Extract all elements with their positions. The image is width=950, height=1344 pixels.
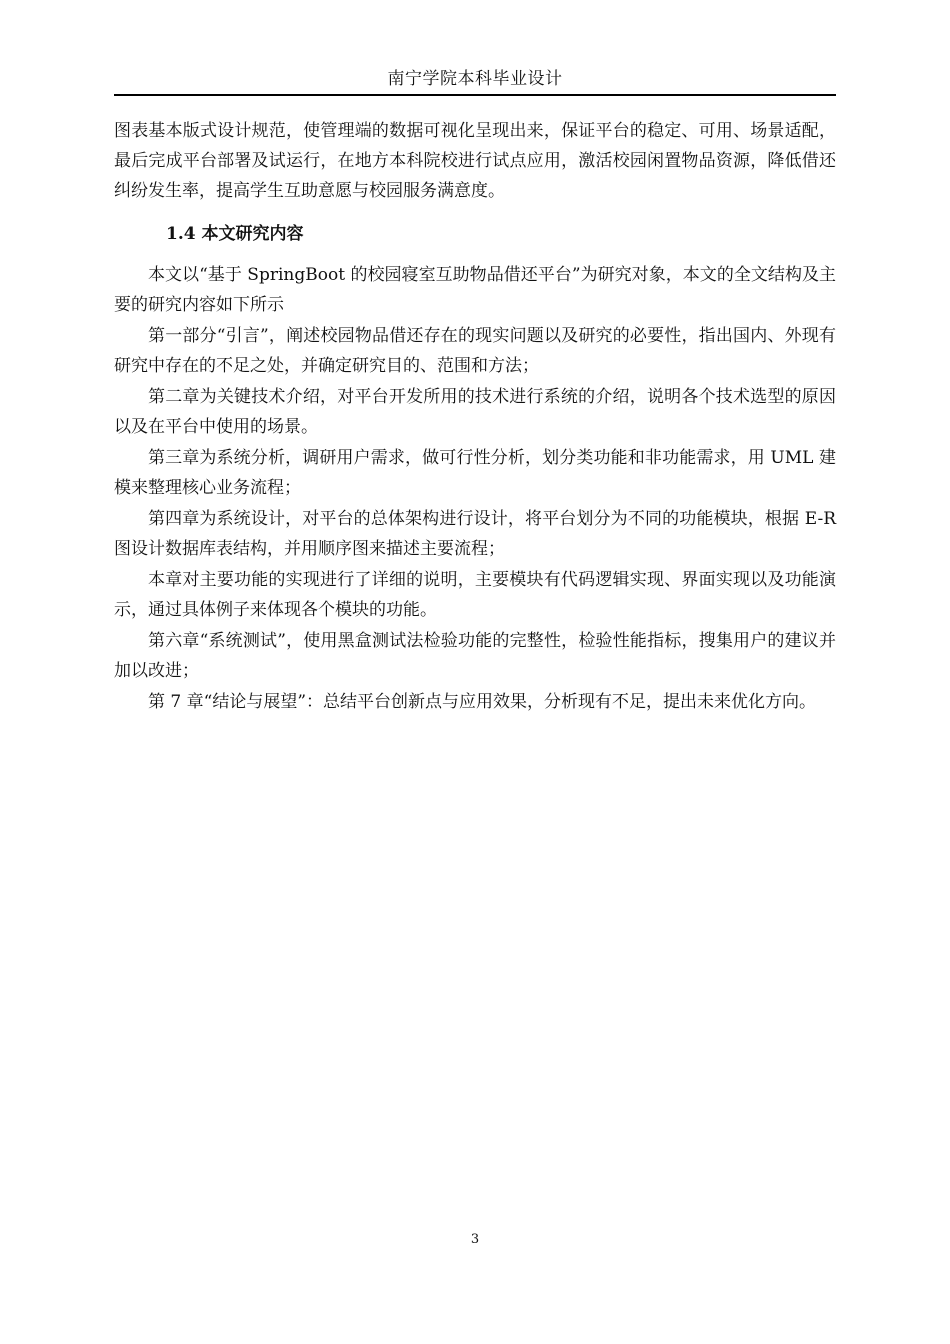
body-paragraph-intro: 本文以“基于 SpringBoot 的校园寝室互助物品借还平台”为研究对象，本文的全文结构及主要的研究内容如下所示	[114, 265, 836, 315]
body-paragraph-chapter-6: 第六章“系统测试”，使用黑盒测试法检验功能的完整性，检验性能指标，搜集用户的建议并加以改进；	[114, 631, 836, 681]
body-paragraph-chapter-4: 第四章为系统设计，对平台的总体架构进行设计，将平台划分为不同的功能模块，根据 E-R 图设计数据库表结构，并用顺序图来描述主要流程；	[114, 509, 836, 559]
body-paragraph-chapter-7: 第 7 章“结论与展望”：总结平台创新点与应用效果，分析现有不足，提出未来优化方向。	[148, 692, 817, 712]
body-paragraph-chapter-2: 第二章为关键技术介绍，对平台开发所用的技术进行系统的介绍，说明各个技术选型的原因以及在平台中使用的场景。	[114, 387, 836, 437]
page-number: 3	[470, 1232, 480, 1247]
section-heading: 1.4 本文研究内容	[166, 224, 304, 244]
page-content	[114, 116, 836, 718]
page-header	[114, 66, 836, 96]
body-paragraph-part-1: 第一部分“引言”，阐述校园物品借还存在的现实问题以及研究的必要性，指出国内、外现有研究中存在的不足之处，并确定研究目的、范围和方法；	[114, 326, 836, 376]
body-paragraph-chapter-5: 本章对主要功能的实现进行了详细的说明，主要模块有代码逻辑实现、界面实现以及功能演示，通过具体例子来体现各个模块的功能。	[114, 570, 836, 620]
header-title: 南宁学院本科毕业设计	[387, 69, 563, 89]
continuation-paragraph: 图表基本版式设计规范，使管理端的数据可视化呈现出来，保证平台的稳定、可用、场景适配，最后完成平台部署及试运行，在地方本科院校进行试点应用，激活校园闲置物品资源，降低借还纠纷发生率，提高学生互助意愿与校园服务满意度。	[114, 121, 836, 201]
body-paragraph-chapter-3: 第三章为系统分析，调研用户需求，做可行性分析，划分类功能和非功能需求，用 UML 建模来整理核心业务流程；	[114, 448, 836, 498]
